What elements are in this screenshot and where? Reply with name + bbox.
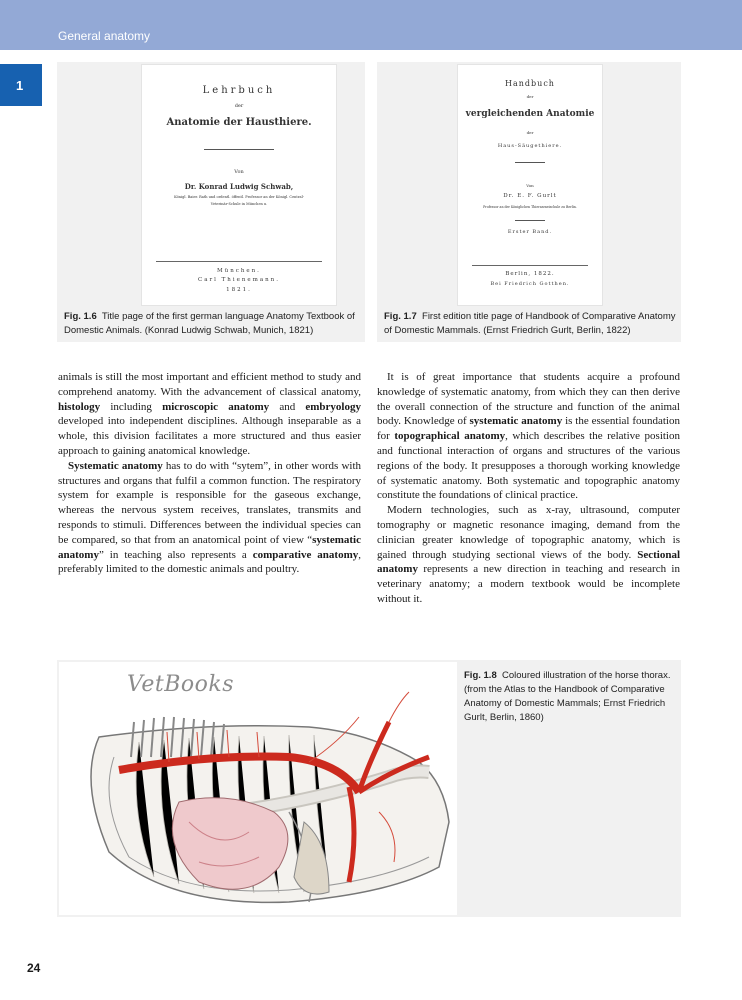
bold-term: topographical anatomy	[394, 430, 506, 443]
text-run: including	[100, 400, 163, 413]
title-page-line: Handbuch	[505, 79, 555, 88]
title-page-rule	[156, 261, 322, 262]
horse-thorax-illustration	[59, 662, 457, 915]
title-page-line: Von	[234, 169, 244, 175]
paragraph	[58, 459, 361, 577]
body-text-left-column	[58, 370, 361, 577]
text-run: , preferably limited to the domestic animals and poultry.	[58, 548, 362, 576]
chapter-number: 1	[16, 78, 24, 93]
title-page-line: Dr. Konrad Ludwig Schwab,	[184, 182, 294, 191]
horse-thorax-drawing	[59, 662, 457, 915]
title-page-line: Königl. Baier. Rath und ordentl. öffentl. Professor an der Königl. Central-	[174, 195, 304, 199]
text-run: Modern technologies, such as x-ray, ultrasound, computer tomography or magnetic resonance imaging, demand from the clinician greater knowledge of topographic anatomy, which is gained through studying sectional views of the body.	[377, 504, 680, 561]
figure-1-7	[377, 62, 681, 342]
text-run: has to do with “sytem”, in other words with structures and organs that fulfil a common function. The respiratory system for example is responsible for the gaseous exchange, whereas the nervous system receives, translates, transmits and responds to stimuli. Differences between the individual species can be compared, so that from an anatomical point of view “	[58, 459, 362, 546]
caption-text: First edition title page of Handbook of Comparative Anatomy of Domestic Mammals. (Ernst Friedrich Gurlt, Berlin, 1822)	[384, 311, 676, 336]
chapter-tab	[0, 64, 42, 106]
bold-term: Systematic anatomy	[68, 459, 163, 472]
title-page-line: Bei Friedrich Gotthen.	[490, 281, 570, 287]
body-text-right-column	[377, 370, 680, 607]
section-title: General anatomy	[58, 29, 151, 43]
title-page-line: Erster Band.	[507, 229, 553, 235]
title-page-line: 1821.	[226, 287, 252, 293]
paragraph	[377, 370, 680, 503]
text-run: developed into independent disciplines. Although inseparable as a whole, this division facilitates a more structured and thus easier approach to gaining anatomical knowledge.	[58, 415, 361, 457]
caption-text: Title page of the first german language Anatomy Textbook of Domestic Animals. (Konrad Ludwig Schwab, Munich, 1821)	[64, 311, 355, 336]
title-page-line: Dr. E. F. Gurlt	[503, 193, 557, 199]
title-page-line: Berlin, 1822.	[505, 271, 555, 277]
figure-caption	[384, 310, 678, 338]
running-header	[0, 0, 742, 50]
title-page-line: Anatomie der Hausthiere.	[166, 117, 312, 128]
title-page-line: Von	[526, 183, 534, 188]
title-page-image-gurlt	[457, 64, 603, 306]
title-page-line: der	[526, 94, 534, 99]
figure-caption	[64, 310, 362, 338]
figure-caption	[464, 669, 676, 725]
bold-term: comparative anatomy	[252, 548, 359, 561]
title-page-line: der	[234, 103, 244, 109]
title-page-rule	[472, 265, 588, 266]
bold-term: embryology	[305, 400, 361, 413]
title-page-line: der	[526, 130, 534, 135]
title-page-line: Carl Thienemann.	[198, 277, 280, 283]
bold-term: histology	[58, 400, 101, 413]
title-page-line: Lehrbuch	[202, 85, 276, 96]
text-run: and	[269, 400, 306, 413]
paragraph	[58, 370, 361, 459]
text-run: , which describes the relative position and functional interaction of organs and structures of the various regions of the body. It presupposes a thorough working knowledge of systematic anatomy. Both systematic and topographic anatomy constitute the foundations of clinical practice.	[377, 430, 680, 502]
text-run: ” in teaching also represents a	[98, 548, 253, 561]
title-page-rule	[515, 220, 545, 221]
caption-text: Coloured illustration of the horse thorax. (from the Atlas to the Handbook of Comparative Anatomy of Domestic Mammals; Ernst Friedrich Gurlt, Berlin, 1860)	[464, 670, 671, 723]
bold-term: microscopic anatomy	[162, 400, 270, 413]
figure-1-8	[57, 660, 681, 917]
title-page-image-schwab	[141, 64, 337, 306]
page-number: 24	[27, 961, 41, 975]
title-page-line: Haus-Säugethiere.	[497, 143, 563, 149]
title-page-line: vergleichenden Anatomie	[465, 109, 595, 119]
watermark-logo: VetBooks	[127, 672, 235, 697]
text-run: It is of great importance that students acquire a profound knowledge of systematic anatomy, from which they can then derive the overall connection of the structure and function of the animal body. Knowledge of	[377, 371, 680, 428]
figure-1-6	[57, 62, 365, 342]
text-run: is the essential foundation for	[377, 415, 680, 443]
bold-term: Sectional anatomy	[377, 548, 680, 576]
title-page-line: München.	[217, 268, 261, 274]
text-run: represents a new direction in teaching and research in veterinary anatomy; a modern textbook would be incomplete without it.	[377, 563, 680, 605]
paragraph	[377, 503, 680, 607]
caption-label: Fig. 1.8	[464, 670, 497, 681]
title-page-rule	[204, 149, 274, 150]
bold-term: systematic anatomy	[469, 415, 563, 428]
title-page-rule	[515, 162, 545, 163]
text-run: animals is still the most important and efficient method to study and comprehend anatomy. With the advancement of classical anatomy,	[58, 371, 361, 398]
title-page-line: Professor an der Königlichen Thierarzneischule zu Berlin.	[483, 205, 577, 209]
bold-term: systematic anatomy	[58, 533, 361, 561]
title-page-line: Veterinär-Schule in München u.	[210, 202, 268, 206]
caption-label: Fig. 1.7	[384, 311, 417, 322]
caption-label: Fig. 1.6	[64, 311, 97, 322]
